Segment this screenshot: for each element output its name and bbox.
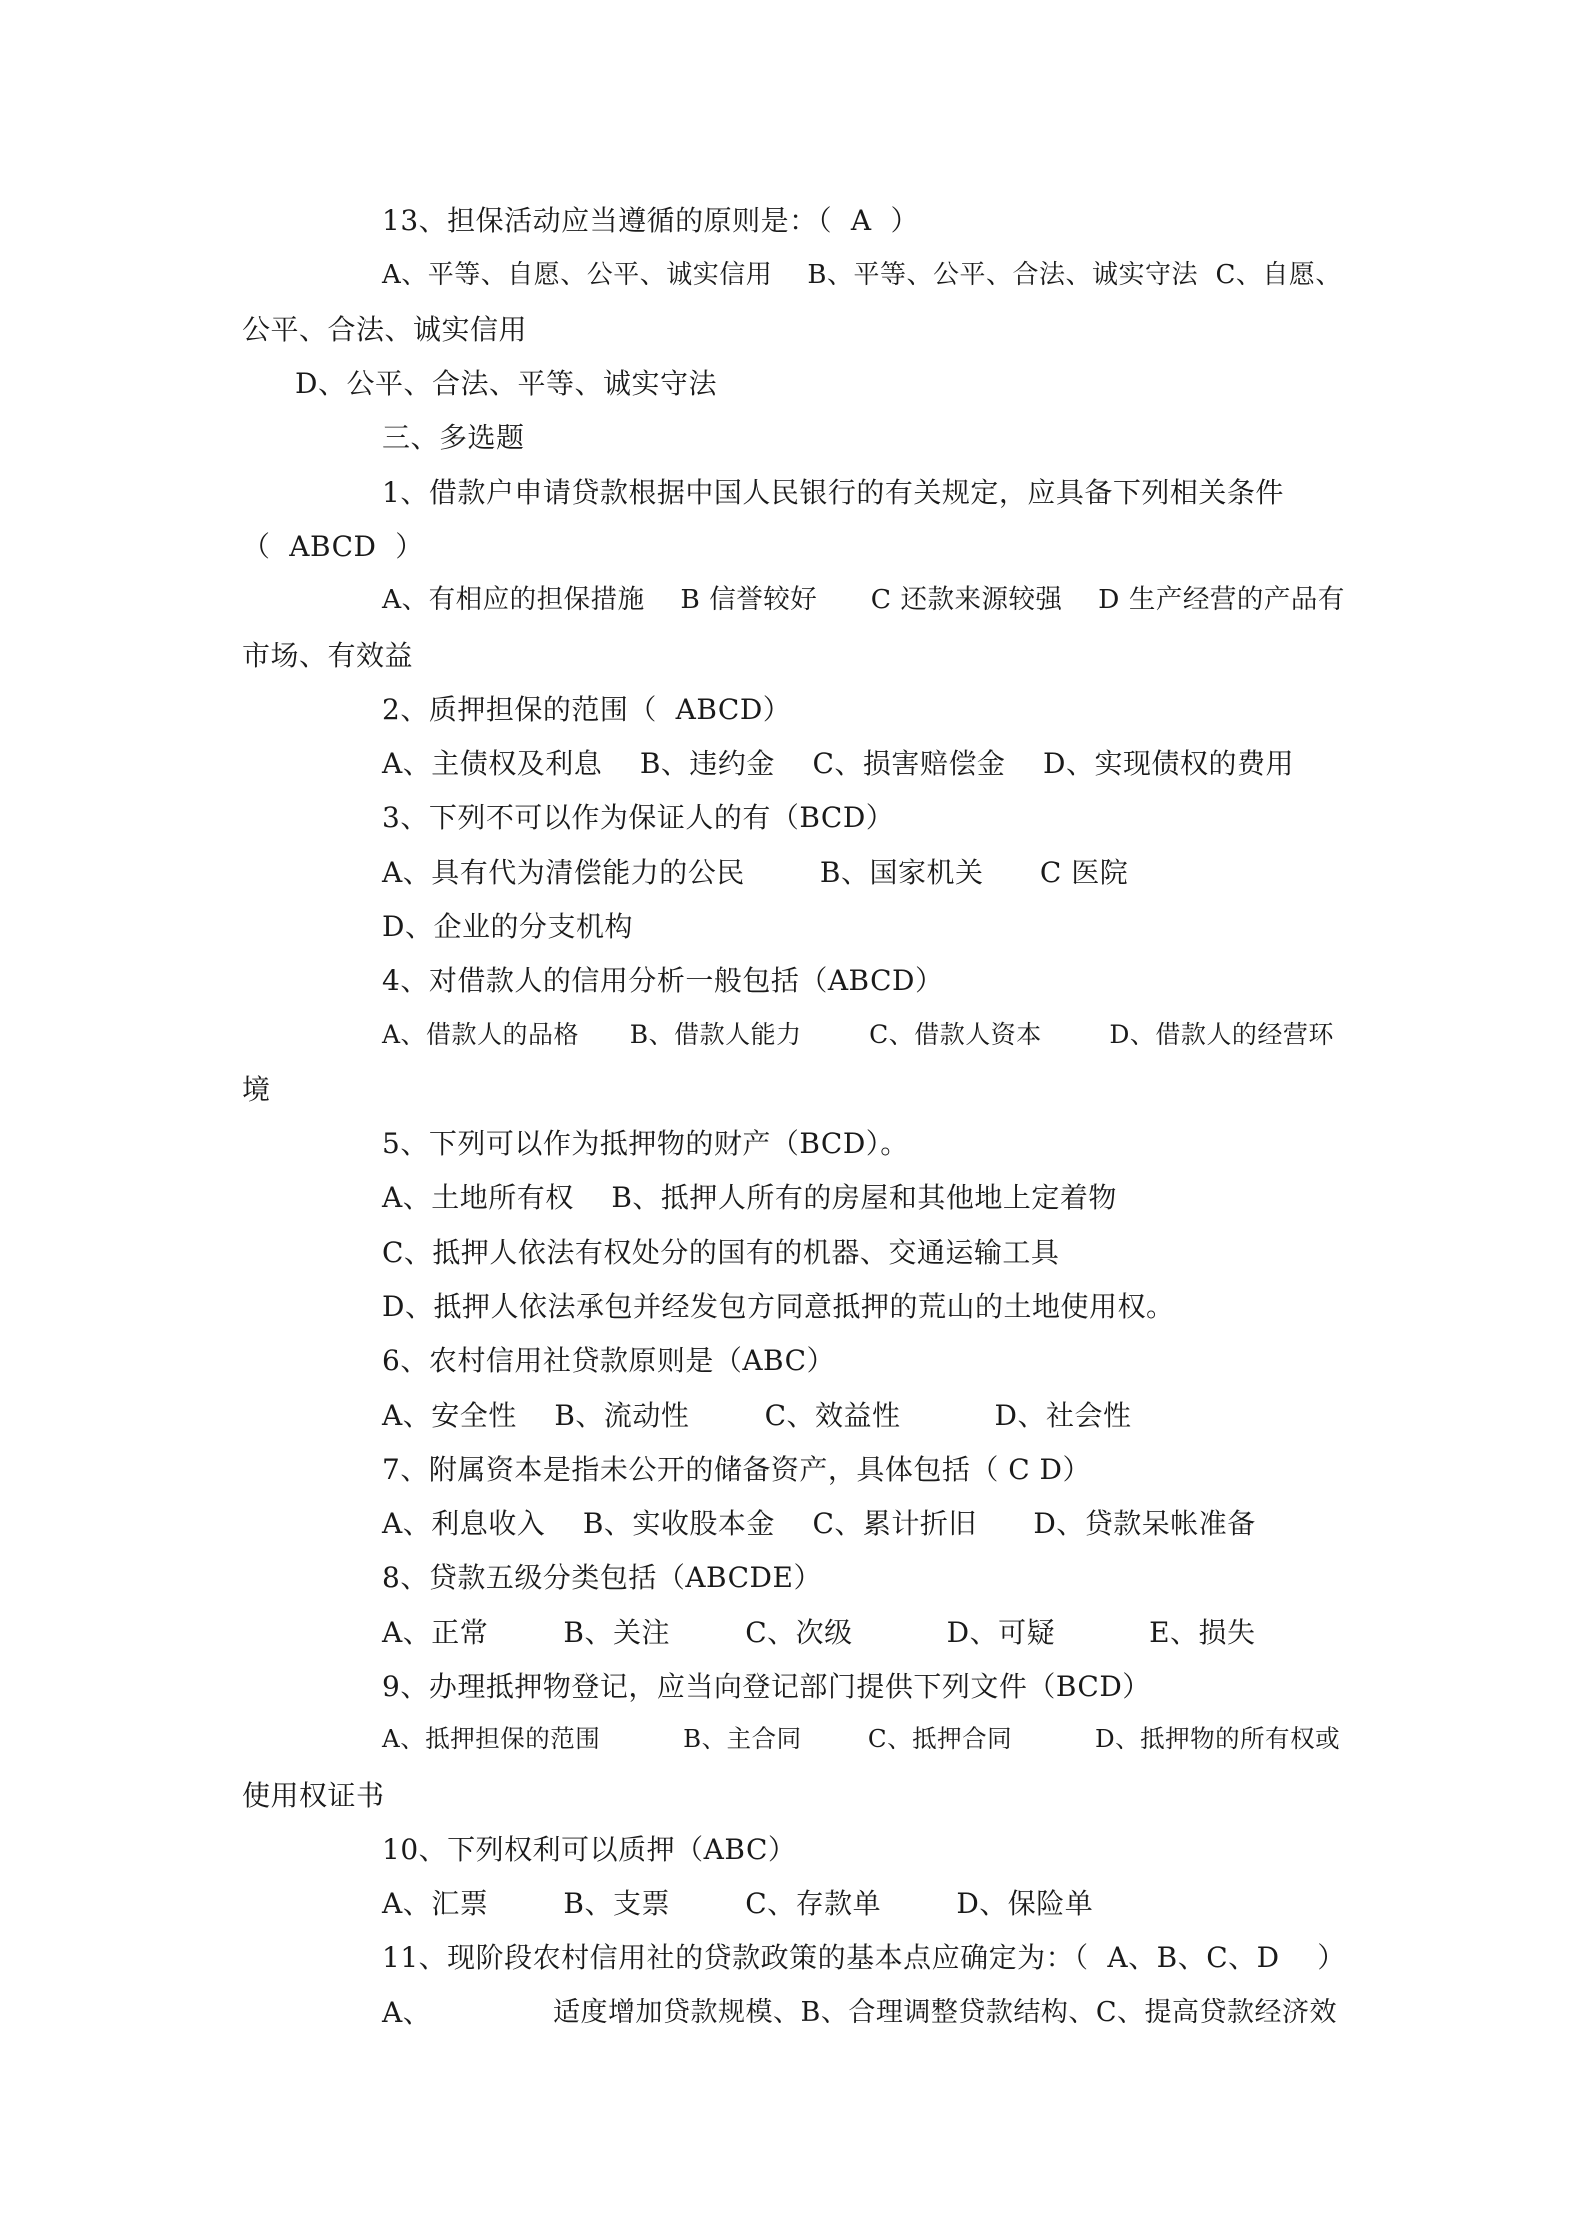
question-13-option-d: D、公平、合法、平等、诚实守法 [295, 367, 717, 400]
question-3-options: A、具有代为清偿能力的公民 B、国家机关 C 医院 [382, 856, 1129, 889]
question-4: 4、对借款人的信用分析一般包括（ABCD） [382, 964, 944, 997]
question-11: 11、现阶段农村信用社的贷款政策的基本点应确定为：（ A、B、C、D ） [382, 1941, 1346, 1974]
question-13-options: A、平等、自愿、公平、诚实信用 B、平等、公平、合法、诚实守法 C、自愿、 [382, 260, 1342, 290]
question-10: 10、下列权利可以质押（ABC） [382, 1833, 797, 1866]
question-2: 2、质押担保的范围（ ABCD） [382, 693, 792, 726]
question-13-options-cont: 公平、合法、诚实信用 [242, 313, 528, 346]
question-3: 3、下列不可以作为保证人的有（BCD） [382, 801, 895, 834]
question-6-options: A、安全性 B、流动性 C、效益性 D、社会性 [382, 1399, 1132, 1432]
question-11-option-label: A、 [382, 1996, 432, 2029]
question-6: 6、农村信用社贷款原则是（ABC） [382, 1344, 836, 1377]
question-1: 1、借款户申请贷款根据中国人民银行的有关规定，应具备下列相关条件 [382, 476, 1284, 509]
question-5-option-c: C、抵押人依法有权处分的国有的机器、交通运输工具 [382, 1236, 1060, 1269]
question-4-options: A、借款人的品格 B、借款人能力 C、借款人资本 D、借款人的经营环 [382, 1020, 1334, 1049]
question-5-option-ab: A、土地所有权 B、抵押人所有的房屋和其他地上定着物 [382, 1181, 1117, 1214]
question-8-options: A、正常 B、关注 C、次级 D、可疑 E、损失 [382, 1616, 1256, 1649]
question-7-options: A、利息收入 B、实收股本金 C、累计折旧 D、贷款呆帐准备 [382, 1507, 1256, 1540]
question-1-answer: （ ABCD ） [242, 530, 424, 563]
question-5: 5、下列可以作为抵押物的财产（BCD）。 [382, 1127, 909, 1160]
question-8: 8、贷款五级分类包括（ABCDE） [382, 1561, 822, 1594]
question-1-options: A、有相应的担保措施 B 信誉较好 C 还款来源较强 D 生产经营的产品有 [382, 584, 1345, 615]
question-11-options: 适度增加贷款规模、B、合理调整贷款结构、C、提高贷款经济效 [553, 1997, 1337, 2028]
question-2-options: A、主债权及利息 B、违约金 C、损害赔偿金 D、实现债权的费用 [382, 747, 1294, 780]
question-7: 7、附属资本是指未公开的储备资产，具体包括（ C D） [382, 1453, 1091, 1486]
question-9: 9、办理抵押物登记，应当向登记部门提供下列文件（BCD） [382, 1670, 1151, 1703]
section-heading: 三、多选题 [382, 421, 525, 454]
question-9-options-cont: 使用权证书 [242, 1779, 385, 1812]
question-4-options-cont: 境 [242, 1073, 271, 1106]
question-5-option-d: D、抵押人依法承包并经发包方同意抵押的荒山的土地使用权。 [382, 1290, 1175, 1323]
question-1-options-cont: 市场、有效益 [242, 639, 414, 672]
question-10-options: A、汇票 B、支票 C、存款单 D、保险单 [382, 1887, 1094, 1920]
question-9-options: A、抵押担保的范围 B、主合同 C、抵押合同 D、抵押物的所有权或 [382, 1724, 1341, 1753]
question-3-option-d: D、企业的分支机构 [382, 910, 633, 943]
question-13: 13、担保活动应当遵循的原则是：（ A ） [382, 204, 919, 237]
